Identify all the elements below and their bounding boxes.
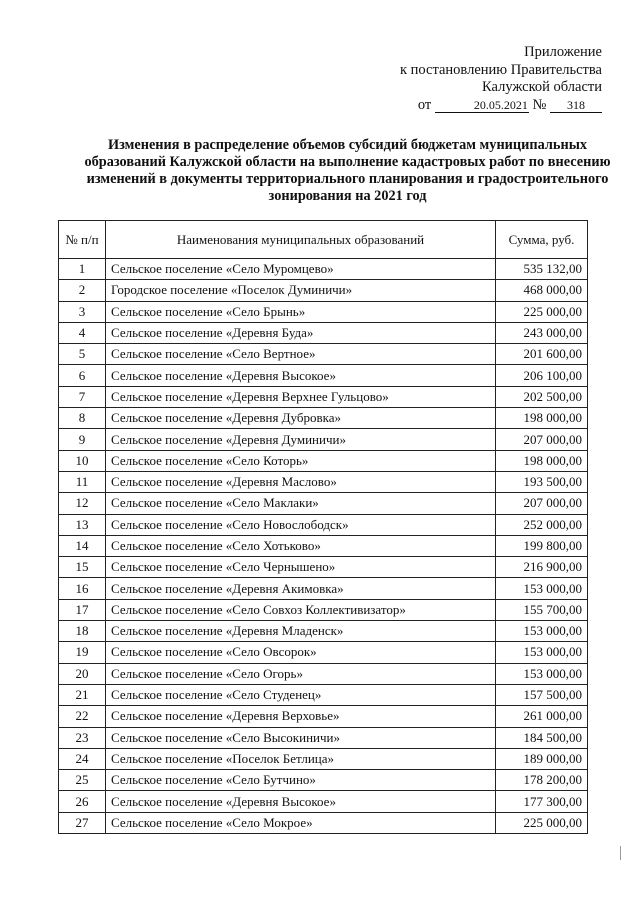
table-row [59, 535, 588, 556]
row-num: 20 [59, 663, 106, 684]
row-num: 16 [59, 578, 106, 599]
row-name: Сельское поселение «Деревня Верхнее Гульцово» [106, 386, 496, 407]
table-row [59, 663, 588, 684]
row-num: 22 [59, 706, 106, 727]
appendix-region: Калужской области [482, 79, 602, 95]
row-name: Сельское поселение «Село Хотьково» [106, 535, 496, 556]
table-row [59, 322, 588, 343]
row-num: 3 [59, 301, 106, 322]
appendix-title: Приложение [524, 44, 602, 60]
row-name: Сельское поселение «Село Огорь» [106, 663, 496, 684]
row-num: 5 [59, 344, 106, 365]
row-num: 13 [59, 514, 106, 535]
row-sum: 225 000,00 [496, 812, 588, 833]
header-num: № п/п [59, 221, 106, 259]
table-row [59, 684, 588, 705]
table-row [59, 791, 588, 812]
row-num: 19 [59, 642, 106, 663]
row-name: Сельское поселение «Деревня Младенск» [106, 621, 496, 642]
row-name: Сельское поселение «Село Бутчино» [106, 770, 496, 791]
row-name: Сельское поселение «Село Муромцево» [106, 259, 496, 280]
row-name: Сельское поселение «Село Маклаки» [106, 493, 496, 514]
table-row [59, 770, 588, 791]
row-name: Сельское поселение «Село Высокиничи» [106, 727, 496, 748]
table-row [59, 280, 588, 301]
row-sum: 157 500,00 [496, 684, 588, 705]
document-title: Изменения в распределение объемов субсидий бюджетам муниципальных образований Калужской области на выполнение кадастровых работ по внесению изменений в документы территориального планирования и градостроительного зонирования на 2021 год [84, 137, 611, 204]
row-name: Сельское поселение «Деревня Акимовка» [106, 578, 496, 599]
table-row [59, 727, 588, 748]
row-sum: 225 000,00 [496, 301, 588, 322]
row-num: 6 [59, 365, 106, 386]
appendix-reference: к постановлению Правительства [400, 61, 602, 78]
row-sum: 216 900,00 [496, 557, 588, 578]
row-name: Сельское поселение «Село Совхоз Коллективизатор» [106, 599, 496, 620]
row-sum: 178 200,00 [496, 770, 588, 791]
row-num: 7 [59, 386, 106, 407]
table-body [59, 259, 588, 834]
row-num: 2 [59, 280, 106, 301]
row-num: 18 [59, 621, 106, 642]
header-name: Наименования муниципальных образований [106, 221, 496, 259]
row-sum: 153 000,00 [496, 621, 588, 642]
row-sum: 261 000,00 [496, 706, 588, 727]
row-name: Сельское поселение «Село Овсорок» [106, 642, 496, 663]
row-name: Сельское поселение «Село Новослободск» [106, 514, 496, 535]
row-num: 26 [59, 791, 106, 812]
table-header-row [59, 221, 588, 259]
row-name: Сельское поселение «Поселок Бетлица» [106, 748, 496, 769]
row-sum: 184 500,00 [496, 727, 588, 748]
row-name: Сельское поселение «Деревня Высокое» [106, 365, 496, 386]
row-num: 4 [59, 322, 106, 343]
row-sum: 468 000,00 [496, 280, 588, 301]
table-row [59, 621, 588, 642]
row-sum: 202 500,00 [496, 386, 588, 407]
table-row [59, 812, 588, 833]
row-sum: 189 000,00 [496, 748, 588, 769]
row-num: 11 [59, 471, 106, 492]
row-num: 9 [59, 429, 106, 450]
row-num: 1 [59, 259, 106, 280]
row-name: Сельское поселение «Деревня Дубровка» [106, 408, 496, 429]
row-sum: 153 000,00 [496, 578, 588, 599]
row-name: Сельское поселение «Деревня Буда» [106, 322, 496, 343]
table-row [59, 365, 588, 386]
row-name: Сельское поселение «Село Мокрое» [106, 812, 496, 833]
row-name: Сельское поселение «Деревня Верховье» [106, 706, 496, 727]
row-name: Сельское поселение «Деревня Думиничи» [106, 429, 496, 450]
row-num: 27 [59, 812, 106, 833]
table-row [59, 386, 588, 407]
table-row [59, 301, 588, 322]
row-sum: 206 100,00 [496, 365, 588, 386]
row-name: Сельское поселение «Деревня Маслово» [106, 471, 496, 492]
table-row [59, 450, 588, 471]
table-row [59, 344, 588, 365]
row-sum: 153 000,00 [496, 642, 588, 663]
row-name: Сельское поселение «Село Студенец» [106, 684, 496, 705]
row-num: 21 [59, 684, 106, 705]
row-num: 14 [59, 535, 106, 556]
row-sum: 193 500,00 [496, 471, 588, 492]
order-number: 318 [550, 98, 602, 113]
row-sum: 198 000,00 [496, 450, 588, 471]
row-name: Сельское поселение «Село Вертное» [106, 344, 496, 365]
table-row [59, 642, 588, 663]
row-name: Сельское поселение «Село Брынь» [106, 301, 496, 322]
row-sum: 198 000,00 [496, 408, 588, 429]
row-num: 24 [59, 748, 106, 769]
row-sum: 243 000,00 [496, 322, 588, 343]
row-num: 17 [59, 599, 106, 620]
row-num: 15 [59, 557, 106, 578]
table-row [59, 408, 588, 429]
appendix-block [342, 44, 602, 114]
row-name: Сельское поселение «Деревня Высокое» [106, 791, 496, 812]
row-name: Городское поселение «Поселок Думиничи» [106, 280, 496, 301]
page-edge-mark [620, 846, 627, 860]
table-row [59, 578, 588, 599]
row-sum: 201 600,00 [496, 344, 588, 365]
table-row [59, 748, 588, 769]
table-row [59, 599, 588, 620]
date-prefix: от [417, 96, 432, 113]
subsidies-table [58, 220, 588, 834]
number-prefix: № [532, 96, 547, 113]
table-row [59, 706, 588, 727]
row-sum: 207 000,00 [496, 429, 588, 450]
row-num: 12 [59, 493, 106, 514]
row-num: 23 [59, 727, 106, 748]
row-sum: 177 300,00 [496, 791, 588, 812]
row-sum: 199 800,00 [496, 535, 588, 556]
row-sum: 155 700,00 [496, 599, 588, 620]
row-name: Сельское поселение «Село Которь» [106, 450, 496, 471]
order-date: 20.05.2021 [435, 98, 529, 113]
table-row [59, 514, 588, 535]
row-sum: 535 132,00 [496, 259, 588, 280]
table-row [59, 557, 588, 578]
row-sum: 252 000,00 [496, 514, 588, 535]
row-num: 10 [59, 450, 106, 471]
row-sum: 207 000,00 [496, 493, 588, 514]
row-name: Сельское поселение «Село Чернышено» [106, 557, 496, 578]
table-row [59, 493, 588, 514]
table-row [59, 259, 588, 280]
row-num: 25 [59, 770, 106, 791]
table-row [59, 471, 588, 492]
row-num: 8 [59, 408, 106, 429]
header-sum: Сумма, руб. [496, 221, 588, 259]
row-sum: 153 000,00 [496, 663, 588, 684]
order-line [342, 97, 602, 115]
table-row [59, 429, 588, 450]
